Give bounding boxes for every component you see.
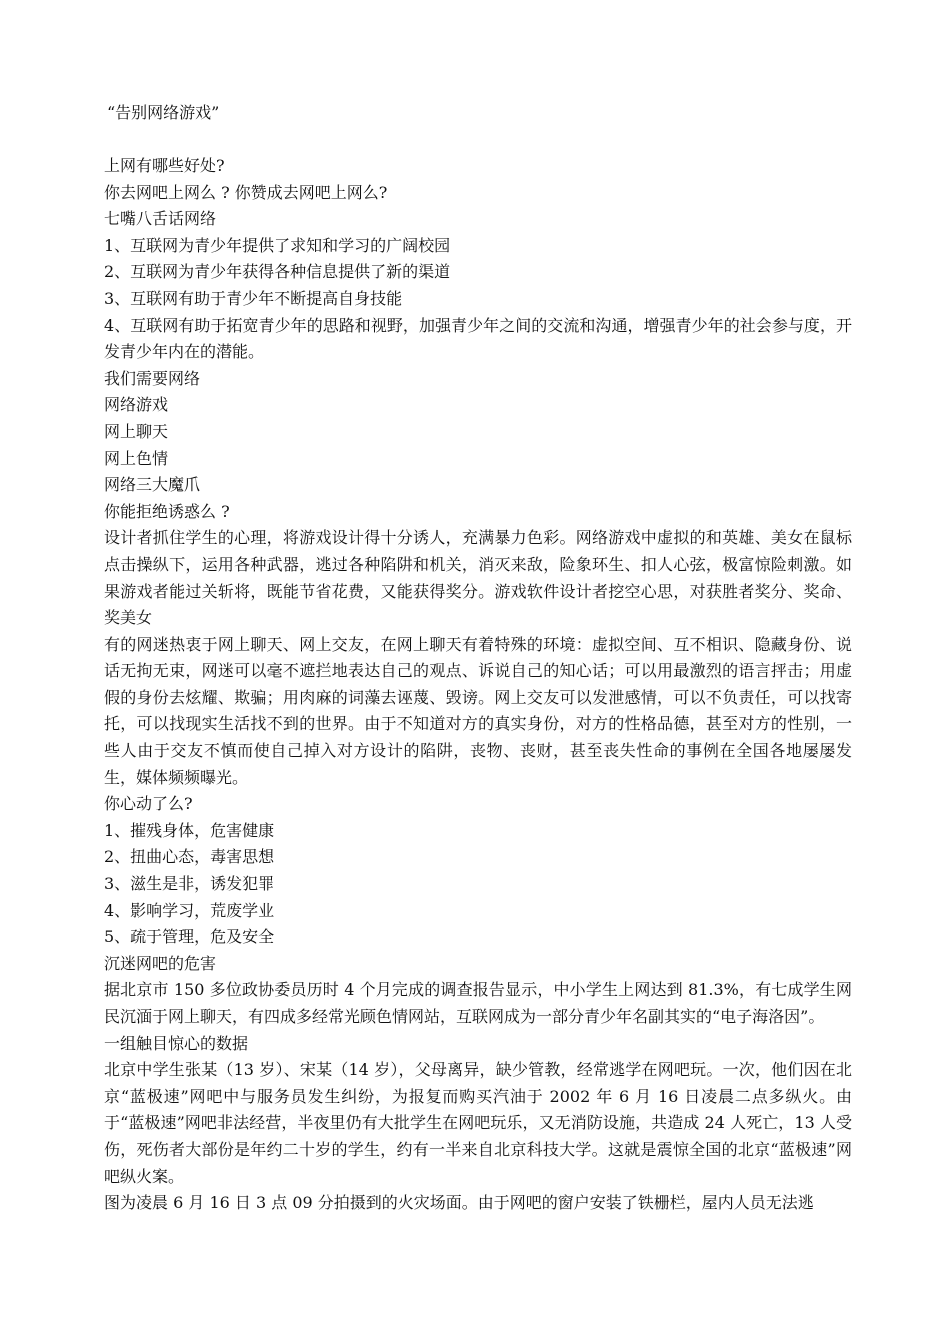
paragraph: 一组触目惊心的数据 bbox=[104, 1033, 249, 1053]
paragraph: 网上色情 bbox=[104, 448, 169, 468]
paragraph: 上网有哪些好处? bbox=[104, 156, 225, 175]
document-title: “告别网络游戏” bbox=[107, 103, 220, 122]
paragraph: 3、滋生是非，诱发犯罪 bbox=[104, 874, 275, 894]
paragraph: 图为凌晨 6 月 16 日 3 点 09 分拍摄到的火灾场面。由于网吧的窗户安装了铁栅栏，屋内人员无法逃 bbox=[104, 1193, 814, 1213]
blank-line bbox=[104, 127, 852, 153]
paragraph: 网上聊天 bbox=[104, 421, 169, 441]
paragraph: 我们需要网络 bbox=[104, 368, 201, 388]
paragraph: 3、互联网有助于青少年不断提高自身技能 bbox=[104, 288, 403, 308]
paragraph: 网络三大魔爪 bbox=[104, 475, 201, 495]
paragraph: 北京中学生张某（13 岁）、宋某（14 岁），父母离异，缺少管教，经常逃学在网吧玩。一次，他们因在北京“蓝极速”网吧中与服务员发生纠纷，为报复而购买汽油于 2002 年 6 月 16 日凌晨二点多纵火。由于“蓝极速”网吧非法经营，半夜里仍有大批学生在网吧玩乐，又无消防设施，共造成 24 人死亡，13 人受伤，死伤者大部份是年约二十岁的学生，约有一半来自北京科技大学。这就是震惊全国的北京“蓝极速”网吧纵火案。 bbox=[104, 1060, 852, 1186]
paragraph: 七嘴八舌话网络 bbox=[104, 209, 217, 229]
paragraph: 2、扭曲心态，毒害思想 bbox=[104, 847, 275, 867]
paragraph: 有的网迷热衷于网上聊天、网上交友，在网上聊天有着特殊的环境：虚拟空间、互不相识、隐藏身份、说话无拘无束，网迷可以毫不遮拦地表达自己的观点、诉说自己的知心话；可以用最激烈的语言抨击；用虚假的身份去炫耀、欺骗；用肉麻的词藻去诬蔑、毁谤。网上交友可以发泄感情，可以不负责任，可以找寄托，可以找现实生活找不到的世界。由于不知道对方的真实身份，对方的性格品德，甚至对方的性别，一些人由于交友不慎而使自己掉入对方设计的陷阱，丧物、丧财，甚至丧失性命的事例在全国各地屡屡发生，媒体频频曝光。 bbox=[104, 634, 852, 787]
paragraph: 2、互联网为青少年获得各种信息提供了新的渠道 bbox=[104, 262, 451, 282]
paragraph: 1、摧残身体，危害健康 bbox=[104, 820, 275, 840]
paragraph: 你能拒绝诱惑么 ? bbox=[104, 501, 230, 521]
paragraph: 沉迷网吧的危害 bbox=[104, 953, 217, 973]
paragraph: 设计者抓住学生的心理，将游戏设计得十分诱人，充满暴力色彩。网络游戏中虚拟的和英雄、美女在鼠标点击操纵下，运用各种武器，逃过各种陷阱和机关，消灭来敌，险象环生、扣人心弦，极富惊险刺激。如果游戏者能过关斩将，既能节省花费，又能获得奖分。游戏软件设计者挖空心思，对获胜者奖分、奖命、奖美女 bbox=[104, 528, 852, 628]
paragraph: 4、影响学习，荒废学业 bbox=[104, 900, 275, 920]
paragraph: 网络游戏 bbox=[104, 395, 169, 415]
paragraph: 5、疏于管理，危及安全 bbox=[104, 927, 275, 947]
paragraph: 据北京市 150 多位政协委员历时 4 个月完成的调查报告显示，中小学生上网达到 81.3%，有七成学生网民沉湎于网上聊天，有四成多经常光顾色情网站，互联网成为一部分青少年名副其实的“电子海洛因”。 bbox=[104, 980, 852, 1026]
paragraph: 4、互联网有助于拓宽青少年的思路和视野，加强青少年之间的交流和沟通，增强青少年的社会参与度，开发青少年内在的潜能。 bbox=[104, 315, 852, 362]
paragraph: 你心动了么? bbox=[104, 794, 193, 814]
document-page bbox=[104, 100, 852, 1217]
paragraph: 你去网吧上网么 ? 你赞成去网吧上网么? bbox=[104, 182, 388, 202]
paragraph: 1、互联网为青少年提供了求知和学习的广阔校园 bbox=[104, 235, 451, 255]
